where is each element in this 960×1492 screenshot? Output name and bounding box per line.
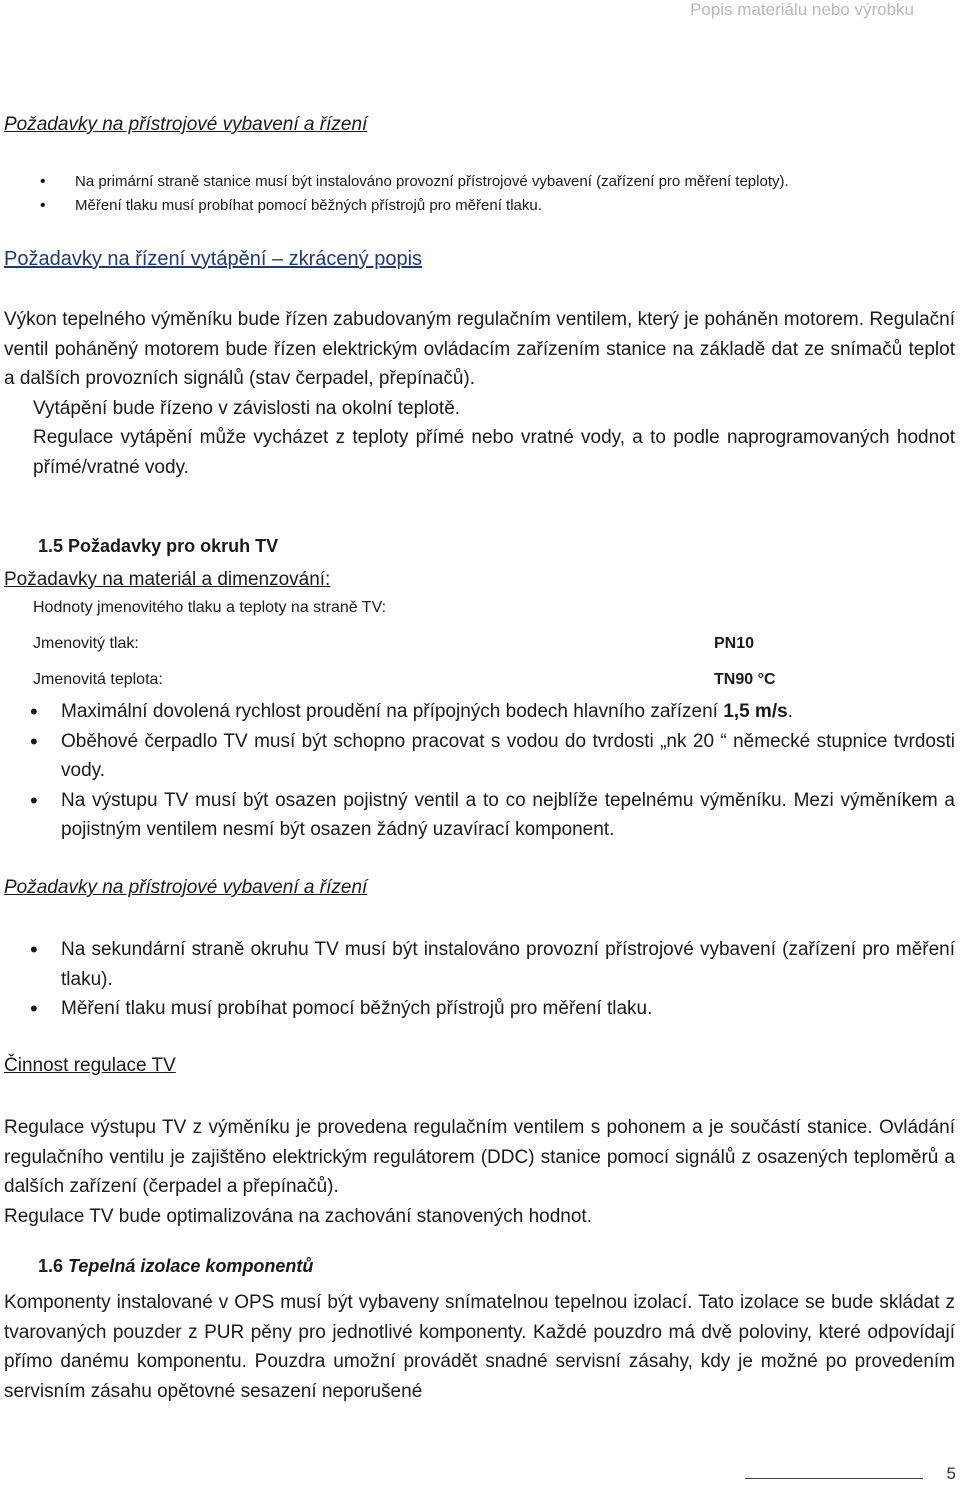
spec-value: TN90 °C: [714, 671, 776, 688]
section-heading-instrumentation-tv: Požadavky na přístrojové vybavení a řízení: [4, 877, 368, 898]
list-item: • Na výstupu TV musí být osazen pojistný ventil a to co nejblíže tepelnému výměníku. Mezi výměníkem a pojistným ventilem nesmí být osazen žádný uzavírací komponent.: [30, 786, 955, 845]
spec-intro: Hodnoty jmenovitého tlaku a teploty na straně TV:: [33, 599, 387, 616]
section-heading-instrumentation: Požadavky na přístrojové vybavení a řízení: [4, 114, 368, 135]
paragraph: Vytápění bude řízeno v závislosti na okolní teplotě.: [33, 397, 461, 419]
section-heading-heating-control: Požadavky na řízení vytápění – zkrácený popis: [4, 248, 423, 270]
list-item: • Měření tlaku musí probíhat pomocí běžných přístrojů pro měření tlaku.: [40, 194, 789, 218]
tv-regulation-text: [4, 1113, 955, 1231]
page-number: 5: [946, 1464, 956, 1483]
instrumentation-list: [40, 170, 789, 218]
footer-divider: [745, 1478, 923, 1479]
spec-row-pressure: [33, 635, 833, 653]
paragraph: Regulace vytápění může vycházet z teploty přímé nebo vratné vody, a to podle naprogramovaných hodnot přímé/vratné vody.: [33, 427, 955, 478]
section-title-text: Požadavky pro okruh TV: [68, 536, 279, 556]
page-header-title: Popis materiálu nebo výrobku: [690, 0, 914, 19]
section-number: 1.6: [38, 1256, 64, 1276]
paragraph: Komponenty instalované v OPS musí být vybaveny snímatelnou tepelnou izolací. Tato izolace se bude skládat z tvarovaných pouzder z PUR pěny pro jednotlivé komponenty. Každé pouzdro má dvě poloviny, které odpovídají přímo danému komponentu. Pouzdra umožní provádět snadné servisní zásahy, kdy je možné po provedením servisním zásahu opětovné sesazení neporušené: [4, 1292, 955, 1402]
material-heading: Požadavky na materiál a dimenzování:: [4, 569, 331, 590]
list-item: • Na sekundární straně okruhu TV musí být instalováno provozní přístrojové vybavení (zařízení pro měření tlaku).: [30, 935, 955, 994]
list-item: • Měření tlaku musí probíhat pomocí běžných přístrojů pro měření tlaku.: [30, 994, 955, 1024]
paragraph: Regulace výstupu TV z výměníku je provedena regulačním ventilem s pohonem a je součástí stanice. Ovládání regulačního ventilu je zajištěno elektrickým regulátorem (DDC) stanice pomocí signálů z osazených teploměrů a dalších zařízení (čerpadel a přepínačů).: [4, 1117, 955, 1197]
tv-instrumentation-list: [30, 935, 955, 1024]
spec-row-temperature: [33, 671, 833, 689]
section-heading-tv-regulation: Činnost regulace TV: [4, 1055, 176, 1076]
paragraph: Regulace TV bude optimalizována na zachování stanovených hodnot.: [4, 1205, 592, 1227]
spec-label: Jmenovitý tlak:: [33, 635, 139, 652]
paragraph: Výkon tepelného výměníku bude řízen zabudovaným regulačním ventilem, který je poháněn motorem. Regulační ventil poháněný motorem bude řízen elektrickým ovládacím zařízením stanice na základě dat ze snímačů teplot a dalších provozních signálů (stav čerpadel, přepínačů).: [4, 309, 955, 389]
heating-control-text: [4, 305, 955, 482]
list-item: • Maximální dovolená rychlost proudění na přípojných bodech hlavního zařízení 1,5 m/s.: [30, 697, 955, 727]
spec-label: Jmenovitá teplota:: [33, 671, 163, 688]
list-item: • Na primární straně stanice musí být instalováno provozní přístrojové vybavení (zařízení pro měření teploty).: [40, 170, 789, 194]
tv-requirements-list: [30, 697, 955, 845]
spec-value: PN10: [714, 635, 755, 652]
section-title-insulation: [38, 1256, 313, 1277]
list-item: • Oběhové čerpadlo TV musí být schopno pracovat s vodou do tvrdosti „nk 20 “ německé stupnice tvrdosti vody.: [30, 727, 955, 786]
section-title-tv: [38, 536, 278, 557]
section-title-text: Tepelná izolace komponentů: [68, 1256, 314, 1276]
section-number: 1.5: [38, 536, 64, 556]
insulation-text: [4, 1288, 955, 1406]
